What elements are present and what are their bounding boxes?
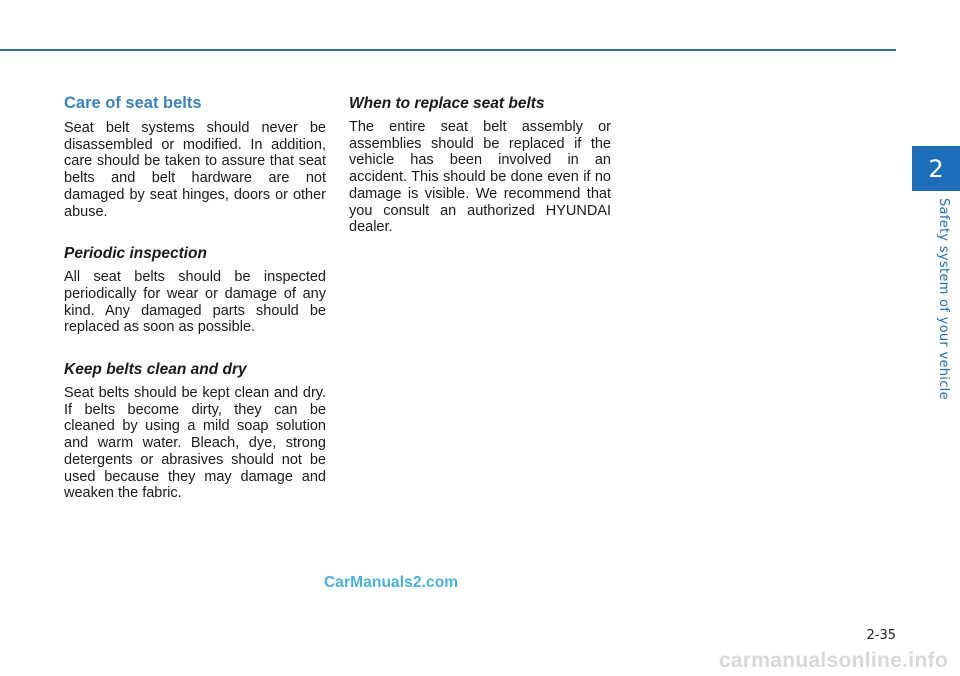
watermark-top: CarManuals2.com: [324, 574, 459, 591]
replace-seat-belts-paragraph: The entire seat belt assembly or assemblies should be replaced if the vehicle has been involved in an accident. This should be done even if no damage is visible. We recommend that you consult an authorized HYUNDAI dealer.: [349, 119, 611, 236]
watermark-bottom: carmanualsonline.info: [718, 649, 948, 672]
chapter-title: Safety system of your vehicle: [936, 198, 951, 400]
periodic-inspection-paragraph: All seat belts should be inspected periodically for wear or damage of any kind. Any damaged parts should be replaced as soon as possible.: [64, 269, 326, 336]
periodic-inspection-heading: Periodic inspection: [64, 245, 207, 263]
keep-belts-clean-heading: Keep belts clean and dry: [64, 361, 247, 379]
intro-paragraph: Seat belt systems should never be disassembled or modified. In addition, care should be taken to assure that seat belts and belt hardware are not damaged by seat hinges, doors or other abuse.: [64, 120, 326, 220]
keep-belts-clean-paragraph: Seat belts should be kept clean and dry. If belts become dirty, they can be cleaned by using a mild soap solution and warm water. Bleach, dye, strong detergents or abrasives should not be used because they may damage and weaken the fabric.: [64, 385, 326, 502]
left-column: [64, 92, 326, 502]
page-number: 2-35: [866, 628, 896, 643]
section-title: Care of seat belts: [64, 94, 202, 112]
right-column: [349, 92, 611, 236]
spacer: [64, 336, 326, 360]
spacer: [64, 220, 326, 244]
replace-seat-belts-heading: When to replace seat belts: [349, 95, 545, 112]
header-rule: [0, 49, 896, 51]
chapter-tab: 2: [912, 146, 960, 191]
